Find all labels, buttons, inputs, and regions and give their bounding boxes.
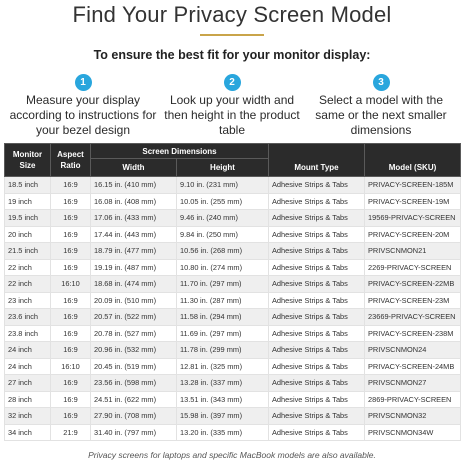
cell-height: 13.51 in. (343 mm) xyxy=(177,391,269,408)
cell-monitor-size: 27 inch xyxy=(5,375,51,392)
cell-model-sku: 2869-PRIVACY-SCREEN xyxy=(365,391,461,408)
cell-width: 23.56 in. (598 mm) xyxy=(91,375,177,392)
table-row xyxy=(5,408,461,425)
step-text: Select a model with the same or the next smaller dimensions xyxy=(315,93,447,137)
step-number-badge: 2 xyxy=(224,74,241,91)
cell-width: 18.79 in. (477 mm) xyxy=(91,243,177,260)
cell-model-sku: 19569-PRIVACY-SCREEN xyxy=(365,210,461,227)
cell-monitor-size: 21.5 inch xyxy=(5,243,51,260)
cell-aspect-ratio: 16:9 xyxy=(51,210,91,227)
cell-height: 11.70 in. (297 mm) xyxy=(177,276,269,293)
cell-model-sku: PRIVSCNMON21 xyxy=(365,243,461,260)
cell-aspect-ratio: 16:9 xyxy=(51,309,91,326)
cell-monitor-size: 22 inch xyxy=(5,276,51,293)
cell-aspect-ratio: 16:9 xyxy=(51,226,91,243)
cell-monitor-size: 24 inch xyxy=(5,358,51,375)
step-2 xyxy=(157,74,307,138)
step-1 xyxy=(8,74,158,138)
cell-aspect-ratio: 16:9 xyxy=(51,259,91,276)
cell-model-sku: PRIVACY-SCREEN-22MB xyxy=(365,276,461,293)
cell-mount-type: Adhesive Strips & Tabs xyxy=(269,226,365,243)
table-row xyxy=(5,424,461,441)
cell-monitor-size: 32 inch xyxy=(5,408,51,425)
cell-monitor-size: 24 inch xyxy=(5,342,51,359)
cell-model-sku: PRIVACY-SCREEN-24MB xyxy=(365,358,461,375)
cell-monitor-size: 22 inch xyxy=(5,259,51,276)
title-divider xyxy=(200,34,264,36)
privacy-screen-table xyxy=(4,143,461,441)
cell-width: 24.51 in. (622 mm) xyxy=(91,391,177,408)
table-row xyxy=(5,193,461,210)
cell-height: 9.10 in. (231 mm) xyxy=(177,177,269,194)
cell-aspect-ratio: 16:9 xyxy=(51,342,91,359)
cell-height: 10.05 in. (255 mm) xyxy=(177,193,269,210)
cell-width: 17.44 in. (443 mm) xyxy=(91,226,177,243)
cell-mount-type: Adhesive Strips & Tabs xyxy=(269,292,365,309)
step-text: Look up your width and then height in the product table xyxy=(164,93,300,137)
cell-width: 27.90 in. (708 mm) xyxy=(91,408,177,425)
cell-model-sku: PRIVACY-SCREEN-185M xyxy=(365,177,461,194)
cell-mount-type: Adhesive Strips & Tabs xyxy=(269,193,365,210)
cell-model-sku: PRIVACY-SCREEN-238M xyxy=(365,325,461,342)
cell-width: 18.68 in. (474 mm) xyxy=(91,276,177,293)
cell-mount-type: Adhesive Strips & Tabs xyxy=(269,309,365,326)
cell-mount-type: Adhesive Strips & Tabs xyxy=(269,424,365,441)
cell-width: 19.19 in. (487 mm) xyxy=(91,259,177,276)
cell-width: 16.15 in. (410 mm) xyxy=(91,177,177,194)
cell-monitor-size: 20 inch xyxy=(5,226,51,243)
cell-width: 31.40 in. (797 mm) xyxy=(91,424,177,441)
table-row xyxy=(5,342,461,359)
cell-width: 17.06 in. (433 mm) xyxy=(91,210,177,227)
cell-mount-type: Adhesive Strips & Tabs xyxy=(269,375,365,392)
header-model-sku: Model (SKU) xyxy=(365,144,461,177)
footnote: Privacy screens for laptops and specific MacBook models are also available. xyxy=(88,450,376,460)
cell-height: 10.56 in. (268 mm) xyxy=(177,243,269,260)
cell-width: 20.96 in. (532 mm) xyxy=(91,342,177,359)
cell-aspect-ratio: 16:9 xyxy=(51,292,91,309)
table-row xyxy=(5,276,461,293)
cell-monitor-size: 23.6 inch xyxy=(5,309,51,326)
page-title: Find Your Privacy Screen Model xyxy=(72,2,392,27)
cell-aspect-ratio: 16:9 xyxy=(51,177,91,194)
cell-model-sku: PRIVSCNMON32 xyxy=(365,408,461,425)
cell-aspect-ratio: 16:10 xyxy=(51,358,91,375)
step-3 xyxy=(306,74,456,138)
cell-model-sku: PRIVSCNMON24 xyxy=(365,342,461,359)
cell-mount-type: Adhesive Strips & Tabs xyxy=(269,276,365,293)
cell-height: 15.98 in. (397 mm) xyxy=(177,408,269,425)
cell-model-sku: PRIVSCNMON34W xyxy=(365,424,461,441)
cell-height: 10.80 in. (274 mm) xyxy=(177,259,269,276)
cell-model-sku: PRIVSCNMON27 xyxy=(365,375,461,392)
cell-model-sku: PRIVACY-SCREEN-20M xyxy=(365,226,461,243)
cell-height: 13.20 in. (335 mm) xyxy=(177,424,269,441)
cell-aspect-ratio: 21:9 xyxy=(51,424,91,441)
cell-monitor-size: 19 inch xyxy=(5,193,51,210)
cell-height: 11.69 in. (297 mm) xyxy=(177,325,269,342)
cell-height: 13.28 in. (337 mm) xyxy=(177,375,269,392)
cell-mount-type: Adhesive Strips & Tabs xyxy=(269,259,365,276)
cell-monitor-size: 28 inch xyxy=(5,391,51,408)
cell-height: 9.46 in. (240 mm) xyxy=(177,210,269,227)
cell-model-sku: PRIVACY-SCREEN-19M xyxy=(365,193,461,210)
cell-mount-type: Adhesive Strips & Tabs xyxy=(269,408,365,425)
cell-mount-type: Adhesive Strips & Tabs xyxy=(269,358,365,375)
table-row xyxy=(5,325,461,342)
cell-aspect-ratio: 16:9 xyxy=(51,325,91,342)
table-row xyxy=(5,226,461,243)
cell-aspect-ratio: 16:9 xyxy=(51,243,91,260)
cell-width: 20.78 in. (527 mm) xyxy=(91,325,177,342)
header-mount-type: Mount Type xyxy=(269,144,365,177)
cell-monitor-size: 23 inch xyxy=(5,292,51,309)
cell-aspect-ratio: 16:9 xyxy=(51,193,91,210)
table-row xyxy=(5,309,461,326)
cell-mount-type: Adhesive Strips & Tabs xyxy=(269,391,365,408)
header-height: Height xyxy=(177,159,269,177)
table-row xyxy=(5,177,461,194)
cell-width: 20.45 in. (519 mm) xyxy=(91,358,177,375)
cell-width: 20.09 in. (510 mm) xyxy=(91,292,177,309)
table-row xyxy=(5,210,461,227)
table-row xyxy=(5,292,461,309)
cell-height: 11.30 in. (287 mm) xyxy=(177,292,269,309)
cell-mount-type: Adhesive Strips & Tabs xyxy=(269,243,365,260)
cell-model-sku: 2269-PRIVACY-SCREEN xyxy=(365,259,461,276)
cell-model-sku: PRIVACY-SCREEN-23M xyxy=(365,292,461,309)
table-body xyxy=(5,177,461,441)
cell-mount-type: Adhesive Strips & Tabs xyxy=(269,210,365,227)
cell-height: 11.78 in. (299 mm) xyxy=(177,342,269,359)
table-row xyxy=(5,358,461,375)
cell-mount-type: Adhesive Strips & Tabs xyxy=(269,325,365,342)
cell-monitor-size: 23.8 inch xyxy=(5,325,51,342)
header-monitor-size: Monitor Size xyxy=(5,144,51,177)
table-row xyxy=(5,375,461,392)
cell-aspect-ratio: 16:9 xyxy=(51,408,91,425)
step-number-badge: 3 xyxy=(373,74,390,91)
cell-height: 12.81 in. (325 mm) xyxy=(177,358,269,375)
cell-aspect-ratio: 16:9 xyxy=(51,375,91,392)
table-row xyxy=(5,391,461,408)
cell-monitor-size: 19.5 inch xyxy=(5,210,51,227)
cell-aspect-ratio: 16:10 xyxy=(51,276,91,293)
cell-height: 11.58 in. (294 mm) xyxy=(177,309,269,326)
page-subtitle: To ensure the best fit for your monitor display: xyxy=(93,48,371,62)
cell-mount-type: Adhesive Strips & Tabs xyxy=(269,342,365,359)
cell-monitor-size: 34 inch xyxy=(5,424,51,441)
cell-height: 9.84 in. (250 mm) xyxy=(177,226,269,243)
header-screen-dimensions: Screen Dimensions xyxy=(91,144,269,159)
table-row xyxy=(5,243,461,260)
cell-model-sku: 23669-PRIVACY-SCREEN xyxy=(365,309,461,326)
cell-width: 16.08 in. (408 mm) xyxy=(91,193,177,210)
cell-aspect-ratio: 16:9 xyxy=(51,391,91,408)
table-row xyxy=(5,259,461,276)
step-text: Measure your display according to instructions for your bezel design xyxy=(9,93,157,137)
cell-width: 20.57 in. (522 mm) xyxy=(91,309,177,326)
step-number-badge: 1 xyxy=(75,74,92,91)
cell-mount-type: Adhesive Strips & Tabs xyxy=(269,177,365,194)
header-aspect-ratio: Aspect Ratio xyxy=(51,144,91,177)
cell-monitor-size: 18.5 inch xyxy=(5,177,51,194)
header-width: Width xyxy=(91,159,177,177)
